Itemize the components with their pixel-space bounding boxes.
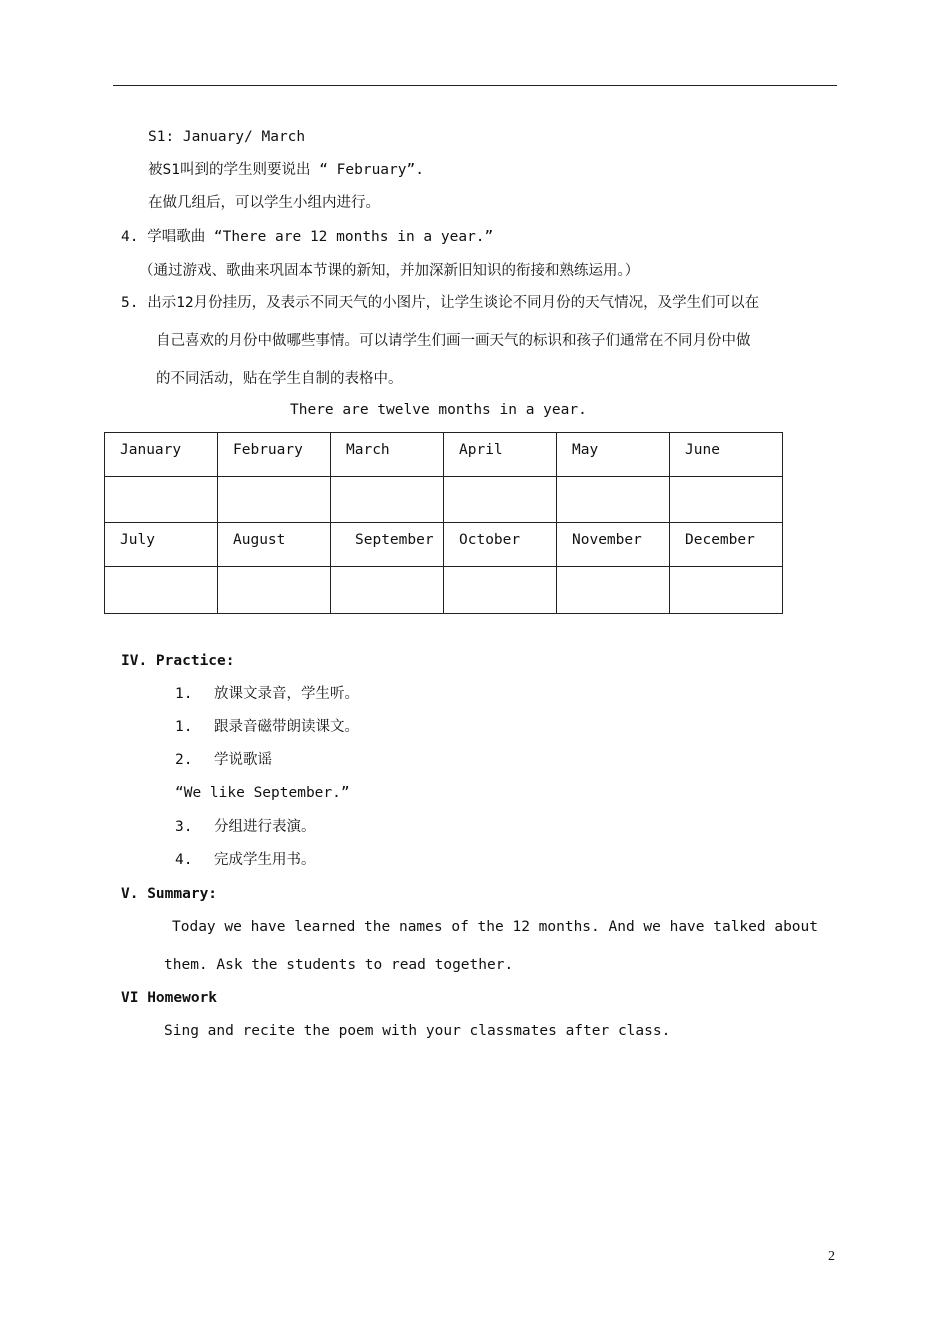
practice-heading: IV. Practice: (121, 653, 235, 669)
practice-item-number: 4. (175, 852, 193, 868)
month-cell: October (444, 523, 557, 567)
table-caption: There are twelve months in a year. (290, 402, 587, 418)
empty-cell (557, 567, 670, 614)
groups-line: 在做几组后，可以学生小组内进行。 (148, 195, 380, 211)
practice-item-number: 3. (175, 819, 193, 835)
month-cell: May (557, 433, 670, 477)
summary-line-1: Today we have learned the names of the 12 months. And we have talked about (172, 919, 819, 935)
homework-heading: VI Homework (121, 990, 218, 1006)
homework-text: Sing and recite the poem with your classmates after class. (164, 1023, 671, 1039)
empty-cell (331, 477, 444, 523)
step-5-line-3: 的不同活动，贴在学生自制的表格中。 (156, 371, 403, 387)
practice-item-text: 分组进行表演。 (214, 819, 316, 835)
month-cell: September (331, 523, 444, 567)
s1-line: S1: January/ March (148, 129, 306, 145)
month-cell: December (670, 523, 783, 567)
step-4-line: 4. 学唱歌曲 “There are 12 months in a year.” (121, 229, 494, 245)
empty-cell (218, 477, 331, 523)
month-cell: July (105, 523, 218, 567)
empty-cell (218, 567, 331, 614)
practice-item-text: 放课文录音，学生听。 (214, 686, 359, 702)
month-cell: January (105, 433, 218, 477)
step-5-line-2: 自己喜欢的月份中做哪些事情。可以请学生们画一画天气的标识和孩子们通常在不同月份中做 (156, 333, 751, 349)
empty-cell (670, 567, 783, 614)
practice-item-number: 1. (175, 719, 193, 735)
months-table (104, 432, 783, 614)
month-cell: June (670, 433, 783, 477)
month-cell: February (218, 433, 331, 477)
month-cell: November (557, 523, 670, 567)
practice-item-text: 学说歌谣 (214, 752, 272, 768)
practice-chant-title: “We like September.” (175, 785, 350, 801)
step-5-line-1: 5. 出示12月份挂历，及表示不同天气的小图片，让学生谈论不同月份的天气情况，及学生们可以在 (121, 295, 760, 311)
practice-item-text: 跟录音磁带朗读课文。 (214, 719, 359, 735)
empty-cell (105, 477, 218, 523)
empty-cell (105, 567, 218, 614)
summary-heading: V. Summary: (121, 886, 218, 902)
month-cell: April (444, 433, 557, 477)
summary-line-2: them. Ask the students to read together. (164, 957, 514, 973)
table-row (105, 523, 783, 567)
table-row (105, 477, 783, 523)
empty-cell (331, 567, 444, 614)
month-cell: August (218, 523, 331, 567)
header-rule (113, 85, 837, 86)
table-row (105, 567, 783, 614)
empty-cell (444, 477, 557, 523)
page-number: 2 (828, 1249, 835, 1264)
practice-item-text: 完成学生用书。 (214, 852, 316, 868)
empty-cell (670, 477, 783, 523)
empty-cell (557, 477, 670, 523)
practice-item-number: 2. (175, 752, 193, 768)
month-cell: March (331, 433, 444, 477)
note-line: （通过游戏、歌曲来巩固本节课的新知，并加深新旧知识的衔接和熟练运用。） (139, 263, 640, 279)
table-row (105, 433, 783, 477)
called-student-line: 被S1叫到的学生则要说出 “ February”. (148, 162, 424, 178)
empty-cell (444, 567, 557, 614)
practice-item-number: 1. (175, 686, 193, 702)
